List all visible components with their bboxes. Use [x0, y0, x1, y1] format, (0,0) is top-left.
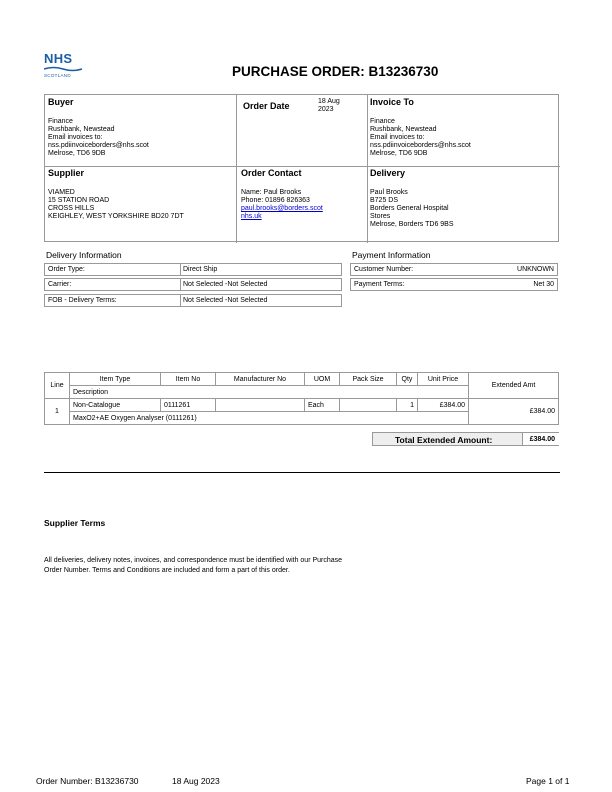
- delivery-info-row-carrier: Carrier: Not Selected -Not Selected: [44, 278, 342, 291]
- payment-info-row-payment-terms: Payment Terms: Net 30: [350, 278, 558, 291]
- footer-page-number: Page 1 of 1: [526, 776, 570, 786]
- cell-unit-price: £384.00: [418, 399, 469, 412]
- cell-uom: Each: [305, 399, 340, 412]
- delivery-info-heading: Delivery Information: [46, 250, 122, 260]
- page-title: PURCHASE ORDER: B13236730: [232, 64, 439, 79]
- col-extended-amt: Extended Amt: [469, 373, 559, 399]
- order-contact-details: Name: Paul Brooks Phone: 01896 826363 paul.brooks@borders.scot nhs.uk: [241, 189, 323, 220]
- footer-date: 18 Aug 2023: [172, 776, 220, 786]
- order-header-grid: [44, 94, 559, 242]
- payment-info-row-customer-number: Customer Number: UNKNOWN: [350, 263, 558, 276]
- delivery-address: Paul Brooks B725 DS Borders General Hospital Stores Melrose, Borders TD6 9BS: [370, 189, 454, 228]
- invoice-to-address: Finance Rushbank, Newstead Email invoices to: nss.pdiinvoiceborders@nhs.scot Melrose, TD6 9DB: [370, 118, 471, 157]
- table-row: [45, 399, 559, 412]
- nhs-scotland-logo: [44, 52, 82, 78]
- contact-email-link[interactable]: paul.brooks@borders.scot: [241, 205, 323, 212]
- order-contact-heading: Order Contact: [241, 168, 302, 178]
- contact-email-link-cont[interactable]: nhs.uk: [241, 213, 262, 220]
- col-description: Description: [70, 386, 469, 399]
- total-label: Total Extended Amount:: [395, 435, 493, 445]
- logo-text: NHS: [44, 51, 73, 66]
- table-header-row: [45, 373, 559, 386]
- payment-info-heading: Payment Information: [352, 250, 431, 260]
- footer-order-number: Order Number: B13236730: [36, 776, 139, 786]
- col-manufacturer-no: Manufacturer No: [216, 373, 305, 386]
- col-qty: Qty: [397, 373, 418, 386]
- supplier-terms-heading: Supplier Terms: [44, 518, 106, 528]
- total-value: £384.00: [529, 436, 555, 443]
- total-extended-amount: [372, 432, 559, 446]
- logo-subtext: SCOTLAND: [44, 73, 71, 78]
- buyer-heading: Buyer: [48, 97, 74, 107]
- cell-item-type: Non-Catalogue: [70, 399, 161, 412]
- invoice-to-heading: Invoice To: [370, 97, 414, 107]
- order-date-value: 18 Aug 2023: [318, 98, 340, 113]
- cell-qty: 1: [397, 399, 418, 412]
- col-uom: UOM: [305, 373, 340, 386]
- col-unit-price: Unit Price: [418, 373, 469, 386]
- supplier-heading: Supplier: [48, 168, 85, 178]
- cell-line: 1: [45, 399, 70, 425]
- col-item-no: Item No: [161, 373, 216, 386]
- col-pack-size: Pack Size: [340, 373, 397, 386]
- col-line: Line: [45, 373, 70, 399]
- order-date-heading: Order Date: [243, 101, 290, 111]
- divider: [44, 472, 560, 473]
- cell-extended-amt: £384.00: [469, 399, 559, 425]
- cell-pack-size: [340, 399, 397, 412]
- delivery-heading: Delivery: [370, 168, 406, 178]
- buyer-address: Finance Rushbank, Newstead Email invoices to: nss.pdiinvoiceborders@nhs.scot Melrose, TD6 9DB: [48, 118, 149, 157]
- cell-manufacturer-no: [216, 399, 305, 412]
- supplier-terms-text: All deliveries, delivery notes, invoices, and correspondence must be identified with our Purchase Order Number. Terms and Conditions are included and form a part of this order.: [44, 557, 343, 574]
- logo-wave-icon: [44, 66, 82, 72]
- delivery-info-row-fob: FOB - Delivery Terms: Not Selected -Not Selected: [44, 294, 342, 307]
- cell-item-no: 0111261: [161, 399, 216, 412]
- line-items-table: [44, 372, 559, 425]
- cell-description: MaxO2+AE Oxygen Analyser (0111261): [70, 412, 469, 425]
- col-item-type: Item Type: [70, 373, 161, 386]
- supplier-address: VIAMED 15 STATION ROAD CROSS HILLS KEIGHLEY, WEST YORKSHIRE BD20 7DT: [48, 189, 184, 220]
- delivery-info-row-order-type: Order Type: Direct Ship: [44, 263, 342, 276]
